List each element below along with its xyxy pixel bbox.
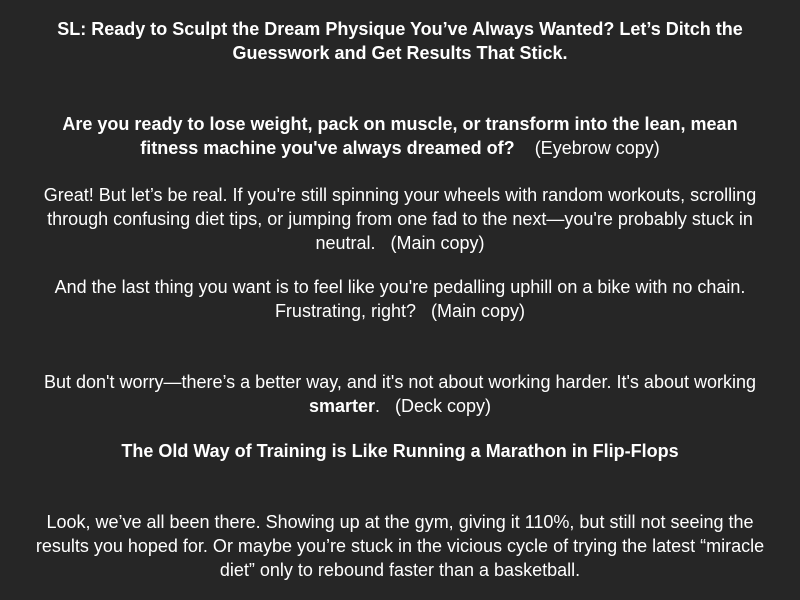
eyebrow-tag: (Eyebrow copy) — [534, 138, 660, 158]
deck-copy-text: But don't worry—there’s a better way, and it's not about working harder. It's about working — [43, 372, 757, 392]
eyebrow-copy — [34, 112, 766, 160]
main-copy-1-tag: (Main copy) — [390, 233, 485, 253]
section-heading — [34, 439, 766, 463]
eyebrow-text: Are you ready to lose weight, pack on muscle, or transform into the lean, mean fitness machine you've always dreamed of? — [62, 114, 738, 158]
main-copy-paragraph-1 — [34, 183, 766, 255]
section-heading-text: The Old Way of Training is Like Running a Marathon in Flip-Flops — [121, 441, 679, 461]
main-copy-1-text: Great! But let’s be real. If you're still spinning your wheels with random workouts, scrolling through confusing diet tips, or jumping from one fad to the next—you're probably stuck in neutral. — [43, 185, 757, 253]
deck-copy-tag: (Deck copy) — [395, 396, 492, 416]
subject-line — [34, 17, 766, 65]
deck-copy — [34, 370, 766, 418]
main-copy-paragraph-2 — [34, 275, 766, 323]
body-copy-text: Look, we’ve all been there. Showing up at the gym, giving it 110%, but still not seeing the results you hoped for. Or maybe you’re stuck in the vicious cycle of trying the latest “miracle diet” only to rebound faster than a basketball. — [35, 512, 765, 580]
deck-copy-emphasis: smarter — [308, 396, 375, 416]
deck-copy-period: . — [374, 396, 380, 416]
main-copy-2-tag: (Main copy) — [431, 301, 526, 321]
subject-line-text: SL: Ready to Sculpt the Dream Physique You’ve Always Wanted? Let’s Ditch the Guesswork and Get Results That Stick. — [57, 19, 743, 63]
main-copy-2-text: And the last thing you want is to feel like you're pedalling uphill on a bike with no chain. Frustrating, right? — [54, 277, 746, 321]
body-copy-paragraph — [34, 510, 766, 582]
